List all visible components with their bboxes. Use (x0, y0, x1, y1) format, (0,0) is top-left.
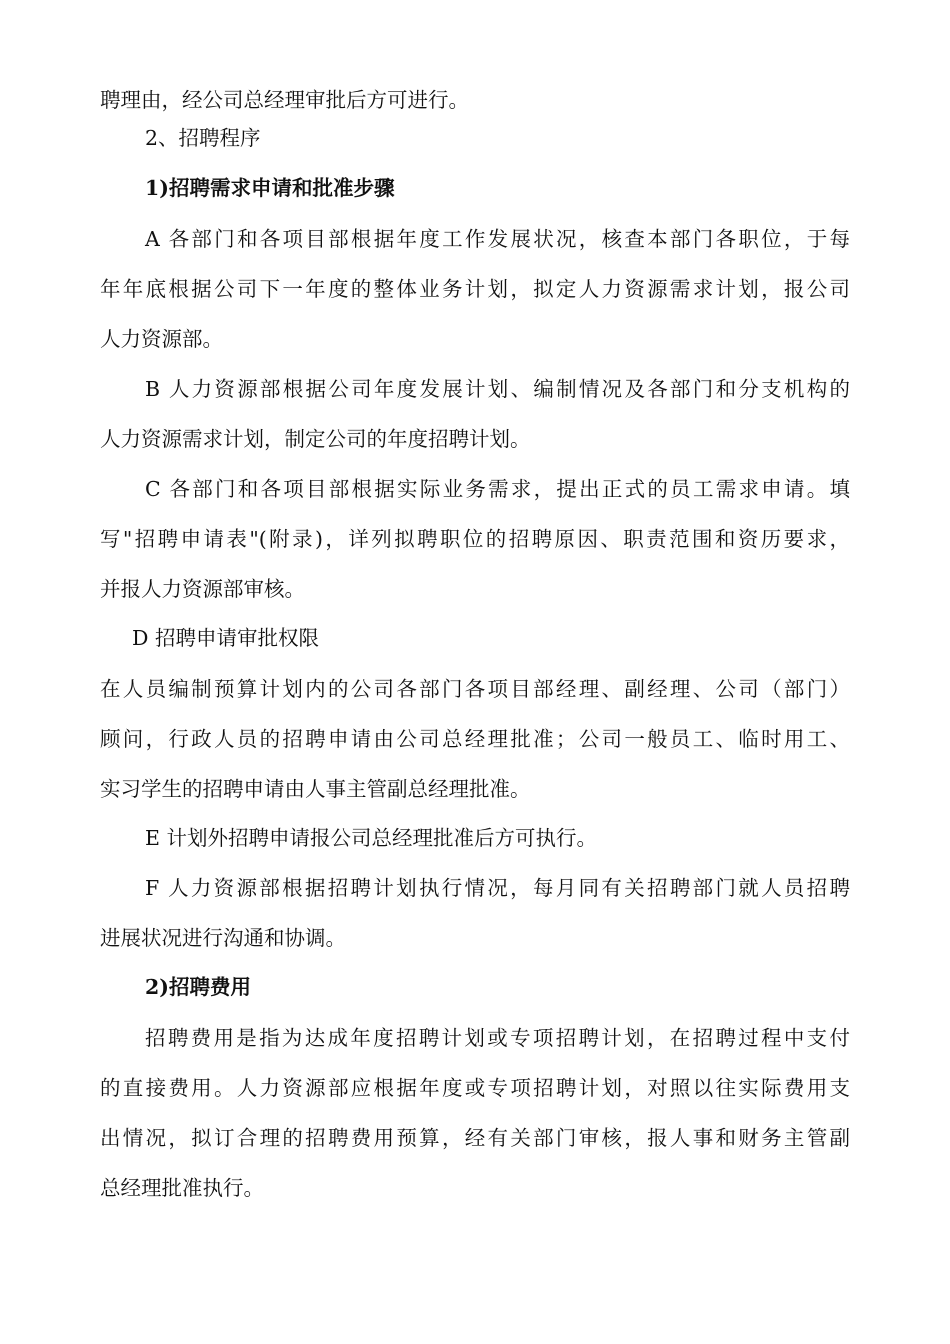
paragraph-line: 总经理批准执行。 (100, 1176, 264, 1200)
paragraph-line: 出情况，拟订合理的招聘费用预算，经有关部门审核，报人事和财务主管副 (100, 1126, 850, 1150)
paragraph-line: 招聘费用是指为达成年度招聘计划或专项招聘计划，在招聘过程中支付 (145, 1026, 850, 1050)
paragraph-line: B 人力资源部根据公司年度发展计划、编制情况及各部门和分支机构的 (145, 377, 850, 401)
section-heading: 2、招聘程序 (145, 126, 261, 150)
paragraph-line: C 各部门和各项目部根据实际业务需求，提出正式的员工需求申请。填 (145, 477, 850, 501)
paragraph-line: 进展状况进行沟通和协调。 (100, 926, 346, 950)
paragraph-line: 年年底根据公司下一年度的整体业务计划，拟定人力资源需求计划，报公司 (100, 277, 850, 301)
paragraph-line: 的直接费用。人力资源部应根据年度或专项招聘计划，对照以往实际费用支 (100, 1076, 850, 1100)
paragraph-line: A 各部门和各项目部根据年度工作发展状况，核查本部门各职位，于每 (145, 227, 850, 251)
paragraph-line: 人力资源部。 (100, 327, 223, 351)
subsection-heading: 1)招聘需求申请和批准步骤 (145, 176, 395, 200)
paragraph-line: E 计划外招聘申请报公司总经理批准后方可执行。 (145, 826, 597, 850)
paragraph-line: 并报人力资源部审核。 (100, 577, 305, 601)
paragraph-line: 在人员编制预算计划内的公司各部门各项目部经理、副经理、公司（部门） (100, 677, 850, 701)
paragraph-line: 聘理由，经公司总经理审批后方可进行。 (100, 88, 469, 112)
paragraph-line: F 人力资源部根据招聘计划执行情况，每月同有关招聘部门就人员招聘 (145, 876, 850, 900)
subsection-heading: 2)招聘费用 (145, 975, 251, 999)
paragraph-line: 写"招聘申请表"(附录)，详列拟聘职位的招聘原因、职责范围和资历要求， (100, 527, 850, 551)
paragraph-line: 顾问，行政人员的招聘申请由公司总经理批准；公司一般员工、临时用工、 (100, 727, 850, 751)
paragraph-line: 人力资源需求计划，制定公司的年度招聘计划。 (100, 427, 531, 451)
paragraph-line: 实习学生的招聘申请由人事主管副总经理批准。 (100, 777, 531, 801)
paragraph-line: D 招聘申请审批权限 (132, 626, 319, 650)
